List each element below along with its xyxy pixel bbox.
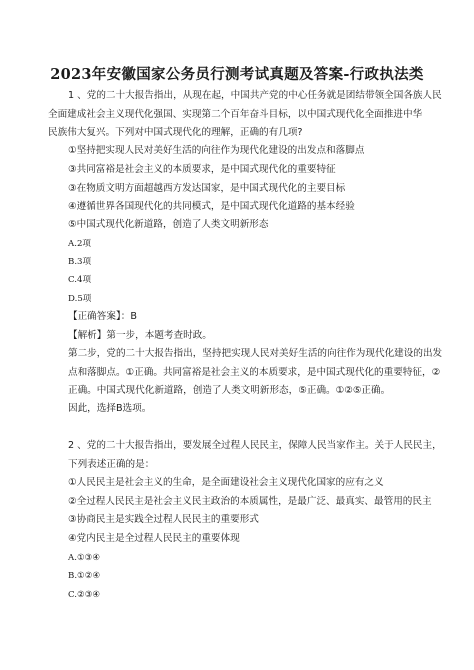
q1-stem-line-2: 全面建成社会主义现代化强国、实现第二个百年奋斗目标，以中国式现代化全面推进中华 [48,109,423,120]
q1-statement-5: ⑤中国式现代化新道路，创造了人类文明新形态 [68,219,269,230]
q2-statement-2: ②全过程人民民主是社会主义民主政治的本质属性，是最广泛、最真实、最管用的民主 [68,496,432,507]
q2-option-b: B.①②④ [68,571,101,581]
q1-option-a: A.2项 [68,239,91,249]
q1-statement-4: ④遵循世界各国现代化的共同模式，是中国式现代化道路的基本经验 [68,201,355,212]
q1-analysis-line-4: 正确。中国式现代化新道路，创造了人类文明新形态，⑤正确。①②⑤正确。 [68,385,391,396]
q2-stem-line-2: 下列表述正确的是： [68,459,155,470]
q1-option-b: B.3项 [68,257,92,267]
q1-analysis-line-1: 【解析】第一步，本题考查时政。 [68,330,212,341]
q2-option-a: A.①③④ [68,553,101,563]
q1-statement-3: ③在物质文明方面超越西方发达国家，是中国式现代化的主要目标 [68,183,346,194]
q2-stem-line-1: 2 、党的二十大报告指出，要发展全过程人民民主，保障人民当家作主。关于人民民主， [68,440,442,451]
q1-statement-2: ③共同富裕是社会主义的本质要求，是中国式现代化的重要特征 [68,164,336,175]
q1-analysis-line-2: 第二步，党的二十大报告指出，坚持把实现人民对美好生活的向往作为现代化建设的出发 [68,348,443,359]
q2-statement-3: ③协商民主是实践全过程人民民主的重要形式 [68,514,259,525]
q1-option-c: C.4项 [68,275,92,285]
q1-statement-1: ①坚持把实现人民对美好生活的向往作为现代化建设的出发点和落脚点 [68,145,365,156]
q2-statement-4: ④党内民主是全过程人民民主的重要体现 [68,533,240,544]
q2-option-c: C.②③④ [68,590,101,600]
q1-stem-line-3: 民族伟大复兴。下列对中国式现代化的理解，正确的有几项? [48,127,303,138]
q1-analysis-line-3: 点和落脚点。①正确。共同富裕是社会主义的本质要求，是中国式现代化的重要特征，② [68,367,441,378]
q2-statement-1: ①人民民主是社会主义的生命，是全面建设社会主义现代化国家的应有之义 [68,477,384,488]
q1-analysis-line-5: 因此，选择B选项。 [68,403,152,414]
document-title: 2023年安徽国家公务员行测考试真题及答案-行政执法类 [50,66,424,83]
q1-option-d: D.5项 [68,294,92,304]
q1-correct-answer: 【正确答案】：B [68,311,137,322]
q1-stem-line-1: 1 、党的二十大报告指出，从现在起，中国共产党的中心任务就是团结带领全国各族人民 [68,90,442,101]
